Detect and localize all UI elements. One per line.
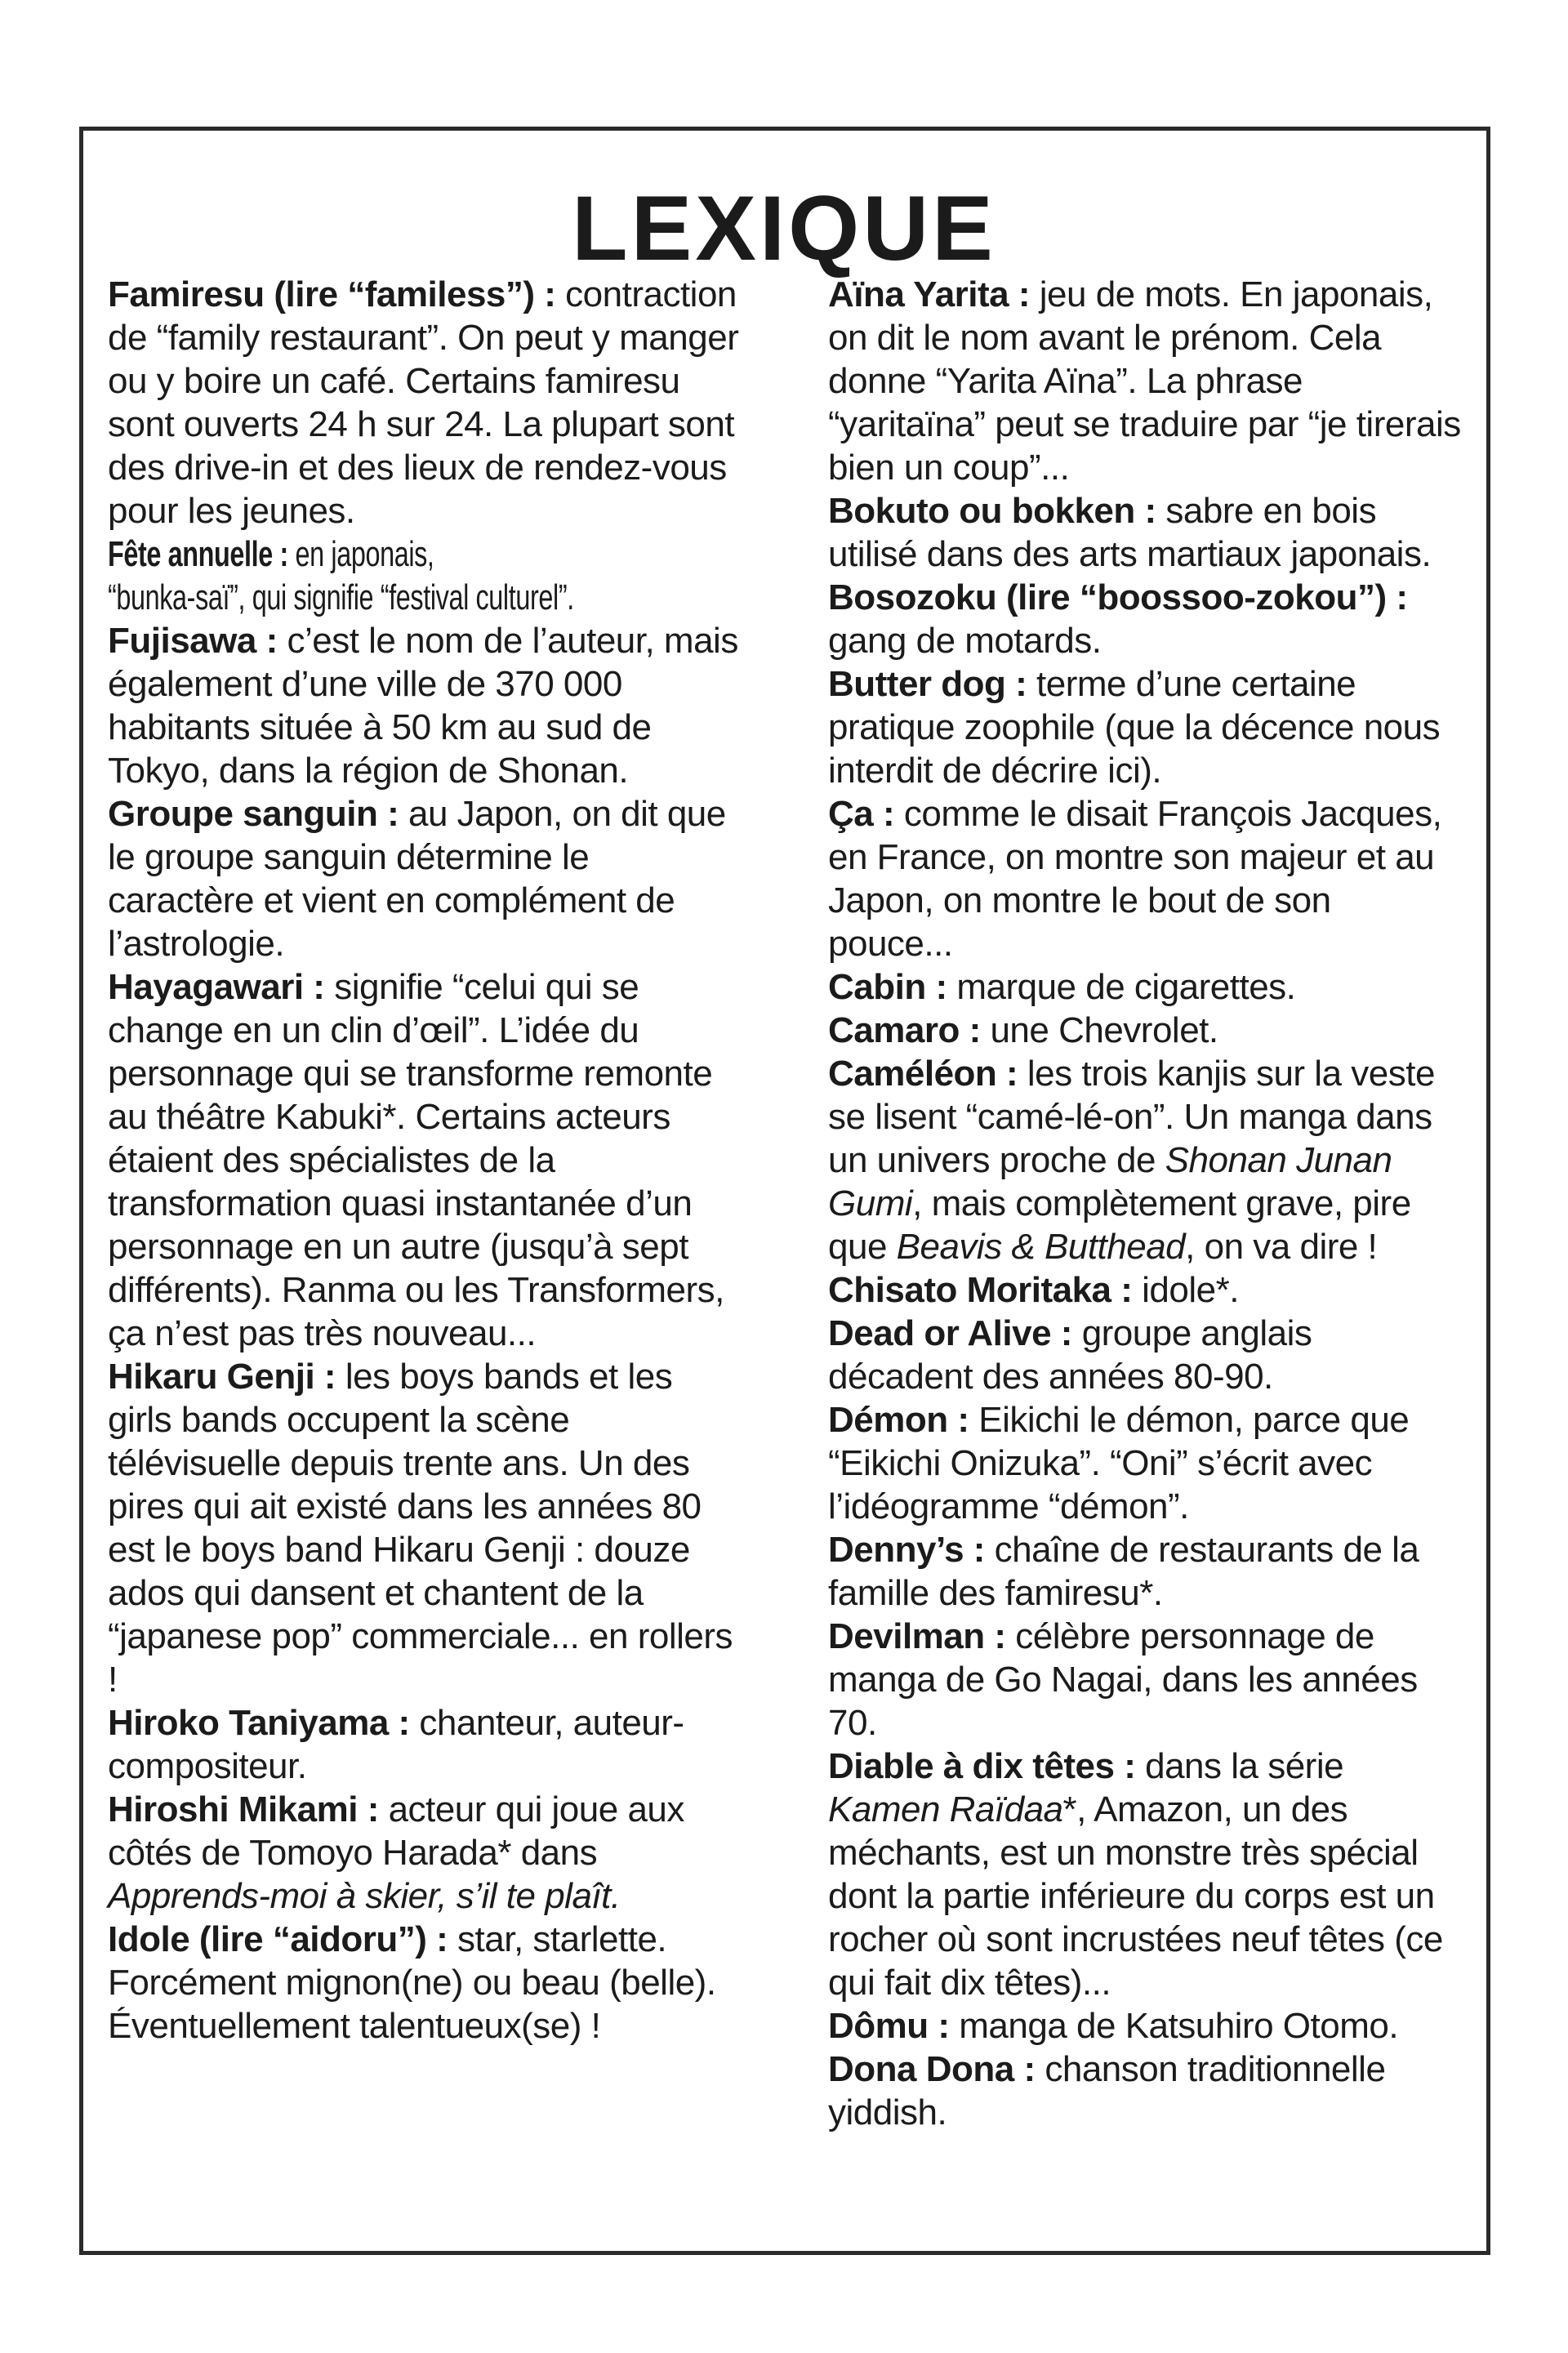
entry-definition-italic: Shonan Junan Gumi xyxy=(828,1140,1392,1223)
entry-definition-text: marque de cigarettes. xyxy=(956,967,1296,1007)
glossary-entry xyxy=(828,576,1461,662)
entry-term: Hayagawari : xyxy=(108,967,325,1007)
entry-definition-text: star, starlette. Forcément mignon(ne) ou beau (belle). Éventuellement talentueux(se) ! xyxy=(108,1919,716,2046)
entry-definition-text: Eikichi le démon, parce que “Eikichi Onizuka”. “Oni” s’écrit avec l’idéogramme “démon”. xyxy=(828,1400,1410,1526)
entry-definition-italic: Apprends-moi à skier, s’il te plaît. xyxy=(108,1876,621,1916)
entry-definition-text: “bunka-saï”, qui signifie “festival culturel”. xyxy=(108,577,574,617)
glossary-entry xyxy=(828,965,1461,1009)
entry-term: Fujisawa : xyxy=(108,621,278,661)
glossary-column-right xyxy=(828,273,1461,2134)
entry-term: Ça : xyxy=(828,794,895,834)
entry-term: Caméléon : xyxy=(828,1054,1018,1094)
glossary-column-left xyxy=(108,273,741,2134)
entry-term: Démon : xyxy=(828,1400,969,1440)
entry-definition-text: c’est le nom de l’auteur, mais également d’une ville de 370 000 habitants située à 50 km au sud de Tokyo, dans la région de Shonan. xyxy=(108,621,738,791)
entry-term: Dead or Alive : xyxy=(828,1313,1072,1353)
glossary-entry xyxy=(108,792,741,965)
glossary-entry xyxy=(828,1009,1461,1052)
entry-definition-text: terme d’une certaine pratique zoophile (que la décence nous interdit de décrire ici). xyxy=(828,664,1441,791)
glossary-entry xyxy=(828,1745,1461,2004)
entry-definition-text: chaîne de restaurants de la famille des famiresu*. xyxy=(828,1530,1419,1613)
glossary-entry xyxy=(828,1528,1461,1615)
entry-definition-text: au Japon, on dit que le groupe sanguin détermine le caractère et vient en complément de l’astrologie. xyxy=(108,794,726,964)
glossary-entry xyxy=(828,2048,1461,2134)
entry-definition-text: les boys bands et les girls bands occupent la scène télévisuelle depuis trente ans. Un des pires qui ait existé dans les années 80 est le boys band Hikaru Genji : douze ados qui dansent et chantent de la “japanese pop” commerciale... en rollers ! xyxy=(108,1357,733,1700)
entry-term: Groupe sanguin : xyxy=(108,794,399,834)
entry-term: Cabin : xyxy=(828,967,947,1007)
page-title: LEXIQUE xyxy=(572,177,996,279)
entry-term: Bosozoku (lire “boossoo-zokou”) : xyxy=(828,577,1408,617)
entry-definition-text: chanteur, auteur-compositeur. xyxy=(108,1703,684,1786)
glossary-entry xyxy=(828,1398,1461,1528)
entry-definition-text: groupe anglais décadent des années 80-90. xyxy=(828,1313,1312,1397)
entry-definition-text: une Chevrolet. xyxy=(990,1010,1218,1050)
entry-term: Dona Dona : xyxy=(828,2049,1036,2089)
glossary-entry xyxy=(828,1052,1461,1268)
entry-term: Camaro : xyxy=(828,1010,981,1050)
entry-definition-text: , mais complètement grave, pire que xyxy=(828,1183,1411,1267)
entry-term: Aïna Yarita : xyxy=(828,274,1031,314)
entry-term: Hikaru Genji : xyxy=(108,1357,336,1397)
entry-definition-text: contraction de “family restaurant”. On peut y manger ou y boire un café. Certains famiresu sont ouverts 24 h sur 24. La plupart sont des drive-in et des lieux de rendez-vous pour les jeunes. xyxy=(108,274,739,531)
glossary-entry xyxy=(108,619,741,792)
entry-definition-text: signifie “celui qui se change en un clin d’œil”. L’idée du personnage qui se transforme remonte au théâtre Kabuki*. Certains acteurs étaient des spécialistes de la transformation quasi instantanée d’un personnage en un autre (jusqu’à sept différents). Ranma ou les Transformers, ça n’est pas très nouveau... xyxy=(108,967,724,1353)
glossary-entry xyxy=(108,533,741,619)
entry-term: Bokuto ou bokken : xyxy=(828,491,1156,531)
entry-term: Fête annuelle : xyxy=(108,534,288,574)
entry-definition-text: sabre en bois utilisé dans des arts martiaux japonais. xyxy=(828,491,1432,574)
entry-term: Famiresu (lire “familess”) : xyxy=(108,274,556,314)
glossary-columns xyxy=(108,273,1463,2134)
entry-definition-text: en japonais, xyxy=(295,534,434,574)
glossary-entry xyxy=(108,273,741,533)
entry-definition-italic: Beavis & Butthead xyxy=(896,1227,1186,1267)
entry-definition-text: manga de Katsuhiro Otomo. xyxy=(959,2006,1399,2046)
entry-definition-text: acteur qui joue aux côtés de Tomoyo Harada* dans xyxy=(108,1789,684,1873)
entry-term: Dômu : xyxy=(828,2006,950,2046)
glossary-entry xyxy=(108,1918,741,2048)
entry-term: Hiroshi Mikami : xyxy=(108,1789,379,1829)
glossary-entry xyxy=(108,1701,741,1788)
entry-definition-text: chanson traditionnelle yiddish. xyxy=(828,2049,1386,2132)
glossary-entry xyxy=(108,1788,741,1918)
glossary-entry xyxy=(828,1312,1461,1398)
entry-definition-text: comme le disait François Jacques, en France, on montre son majeur et au Japon, on montre le bout de son pouce... xyxy=(828,794,1442,964)
entry-term: Devilman : xyxy=(828,1616,1006,1656)
glossary-entry xyxy=(828,662,1461,792)
glossary-entry xyxy=(108,965,741,1355)
entry-term: Butter dog : xyxy=(828,664,1027,704)
entry-definition-text: jeu de mots. En japonais, on dit le nom avant le prénom. Cela donne “Yarita Aïna”. La phrase “yaritaïna” peut se traduire par “je tirerais bien un coup”... xyxy=(828,274,1461,488)
glossary-entry xyxy=(828,273,1461,489)
entry-definition-text: , on va dire ! xyxy=(1185,1227,1378,1267)
entry-term: Chisato Moritaka : xyxy=(828,1270,1133,1310)
glossary-entry xyxy=(828,1615,1461,1745)
entry-definition-italic: Kamen Raïdaa xyxy=(828,1789,1063,1829)
entry-term: Idole (lire “aidoru”) : xyxy=(108,1919,448,1959)
entry-term: Diable à dix têtes : xyxy=(828,1746,1136,1786)
glossary-entry xyxy=(828,2004,1461,2048)
entry-definition-text: les trois kanjis sur la veste se lisent “camé-lé-on”. Un manga dans un univers proche de xyxy=(828,1054,1435,1180)
glossary-entry xyxy=(828,792,1461,965)
entry-definition-text: dans la série xyxy=(1145,1746,1344,1786)
glossary-entry xyxy=(828,1268,1461,1312)
entry-definition-text: célèbre personnage de manga de Go Nagai, dans les années 70. xyxy=(828,1616,1418,1743)
glossary-entry xyxy=(828,489,1461,576)
entry-definition-text: gang de motards. xyxy=(828,621,1102,661)
entry-definition-text: *, Amazon, un des méchants, est un monstre très spécial dont la partie inférieure du corps est un rocher où sont incrustées neuf têtes (ce qui fait dix têtes)... xyxy=(828,1789,1443,2003)
entry-definition-text: idole*. xyxy=(1142,1270,1239,1310)
glossary-entry xyxy=(108,1355,741,1701)
entry-term: Hiroko Taniyama : xyxy=(108,1703,410,1743)
entry-term: Denny’s : xyxy=(828,1530,985,1570)
